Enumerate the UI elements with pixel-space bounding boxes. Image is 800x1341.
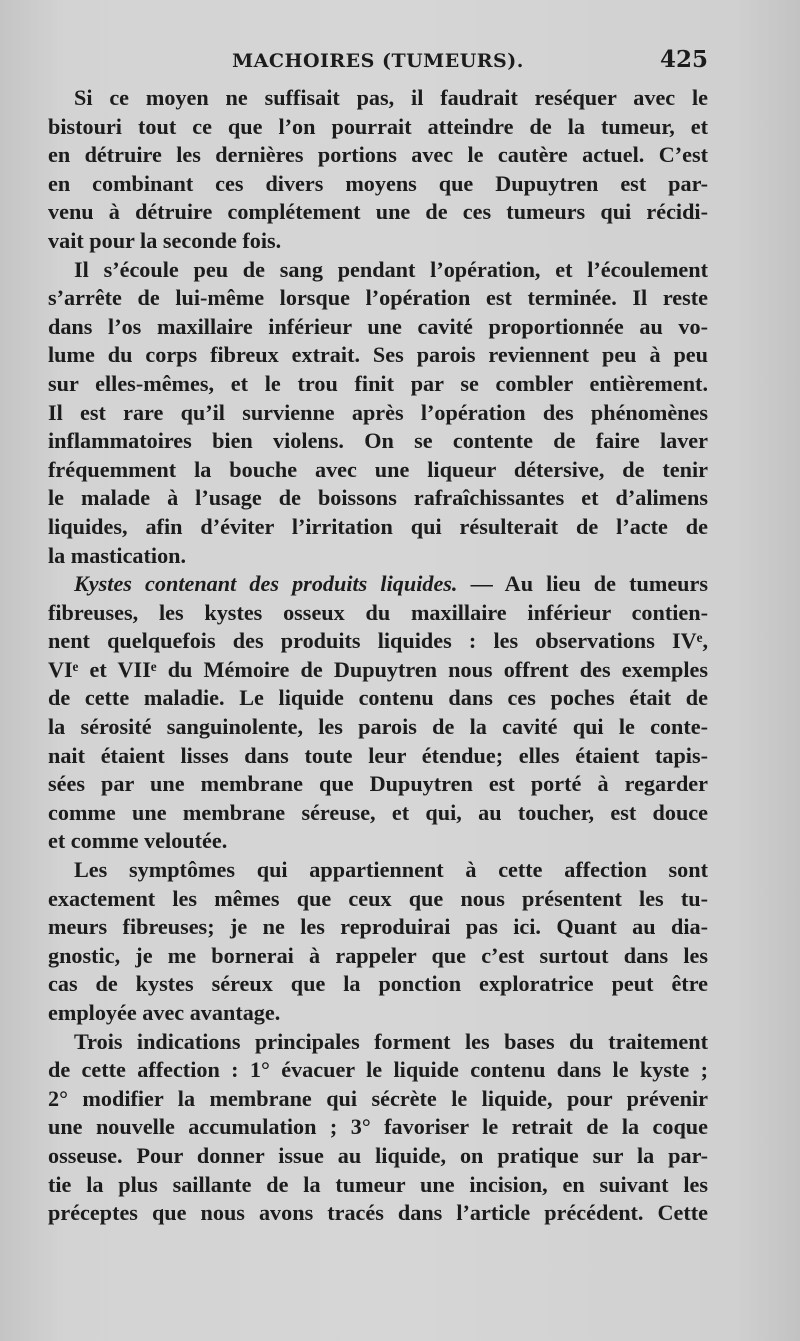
text-line: sées par une membrane que Dupuytren est porté à regarder (48, 771, 708, 797)
paragraph (48, 570, 708, 856)
text-line: dans l’os maxillaire inférieur une cavité proportionnée au vo- (48, 313, 708, 339)
text-line: de cette maladie. Le liquide contenu dans ces poches était de (48, 685, 708, 711)
text-line: Il s’écoule peu de sang pendant l’opération, et l’écoulement (74, 256, 708, 282)
text-line: osseuse. Pour donner issue au liquide, on pratique sur la par- (48, 1142, 708, 1168)
text-line: bistouri tout ce que l’on pourrait atteindre de la tumeur, et (48, 113, 708, 139)
paragraph (48, 1028, 708, 1228)
section-heading-italic: Kystes contenant des produits liquides. (74, 571, 458, 597)
text-line: Trois indications principales forment les bases du traitement (74, 1028, 708, 1054)
text-line: préceptes que nous avons tracés dans l’article précédent. Cette (48, 1200, 708, 1226)
paragraph (48, 856, 708, 1028)
paragraph (48, 256, 708, 571)
text-line (48, 570, 708, 599)
text-line: en combinant ces divers moyens que Dupuytren est par- (48, 170, 708, 196)
text-line: Il est rare qu’il survienne après l’opération des phénomènes (48, 399, 708, 425)
text-line: 2° modifier la membrane qui sécrète le liquide, pour prévenir (48, 1085, 708, 1111)
body-text (48, 84, 708, 1228)
text-line: Les symptômes qui appartiennent à cette affection sont (74, 857, 708, 883)
text-line: fibreuses, les kystes osseux du maxillaire inférieur contien- (48, 599, 708, 625)
text-line: le malade à l’usage de boissons rafraîchissantes et d’alimens (48, 485, 708, 511)
text-line: inflammatoires bien violens. On se contente de faire laver (48, 428, 708, 454)
text-line: nent quelquefois des produits liquides : les observations IVᵉ, (48, 628, 708, 654)
text-line: sur elles-mêmes, et le trou finit par se combler entièrement. (48, 370, 708, 396)
text-line: fréquemment la bouche avec une liqueur détersive, de tenir (48, 456, 708, 482)
text-line: Si ce moyen ne suffisait pas, il faudrait reséquer avec le (74, 85, 708, 110)
page-number: 425 (659, 46, 708, 73)
text-line: liquides, afin d’éviter l’irritation qui résulterait de l’acte de (48, 513, 708, 539)
page-header (48, 46, 708, 78)
paragraph (48, 84, 708, 256)
running-title: MACHOIRES (TUMEURS). (232, 50, 524, 72)
text-line: la sérosité sanguinolente, les parois de la cavité qui le conte- (48, 714, 708, 740)
text-line: vait pour la seconde fois. (48, 227, 282, 253)
text-line: gnostic, je me bornerai à rappeler que c’est surtout dans les (48, 942, 708, 968)
text-line: cas de kystes séreux que la ponction exploratrice peut être (48, 971, 708, 997)
text-line: nait étaient lisses dans toute leur étendue; elles étaient tapis- (48, 742, 708, 768)
text-line: une nouvelle accumulation ; 3° favoriser le retrait de la coque (48, 1114, 708, 1140)
text-line: lume du corps fibreux extrait. Ses parois reviennent peu à peu (48, 342, 708, 368)
text-line: employée avec avantage. (48, 1000, 281, 1025)
text-line: exactement les mêmes que ceux que nous présentent les tu- (48, 885, 708, 911)
text-line: s’arrête de lui-même lorsque l’opération est terminée. Il reste (48, 285, 708, 311)
text-line: en détruire les dernières portions avec le cautère actuel. C’est (48, 142, 708, 168)
text-line: et comme veloutée. (48, 828, 228, 854)
text-line: meurs fibreuses; je ne les reproduirai pas ici. Quant au dia- (48, 914, 708, 940)
text-line: tie la plus saillante de la tumeur une incision, en suivant les (48, 1171, 708, 1197)
text-line: de cette affection : 1° évacuer le liquide contenu dans le kyste ; (48, 1057, 708, 1083)
text-line: venu à détruire complétement une de ces tumeurs qui récidi- (48, 199, 708, 225)
text-line: la mastication. (48, 542, 187, 568)
text-run: — Au lieu de tumeurs (457, 571, 708, 597)
text-line: comme une membrane séreuse, et qui, au toucher, est douce (48, 799, 708, 825)
text-line: VIᵉ et VIIᵉ du Mémoire de Dupuytren nous offrent des exemples (48, 656, 708, 682)
